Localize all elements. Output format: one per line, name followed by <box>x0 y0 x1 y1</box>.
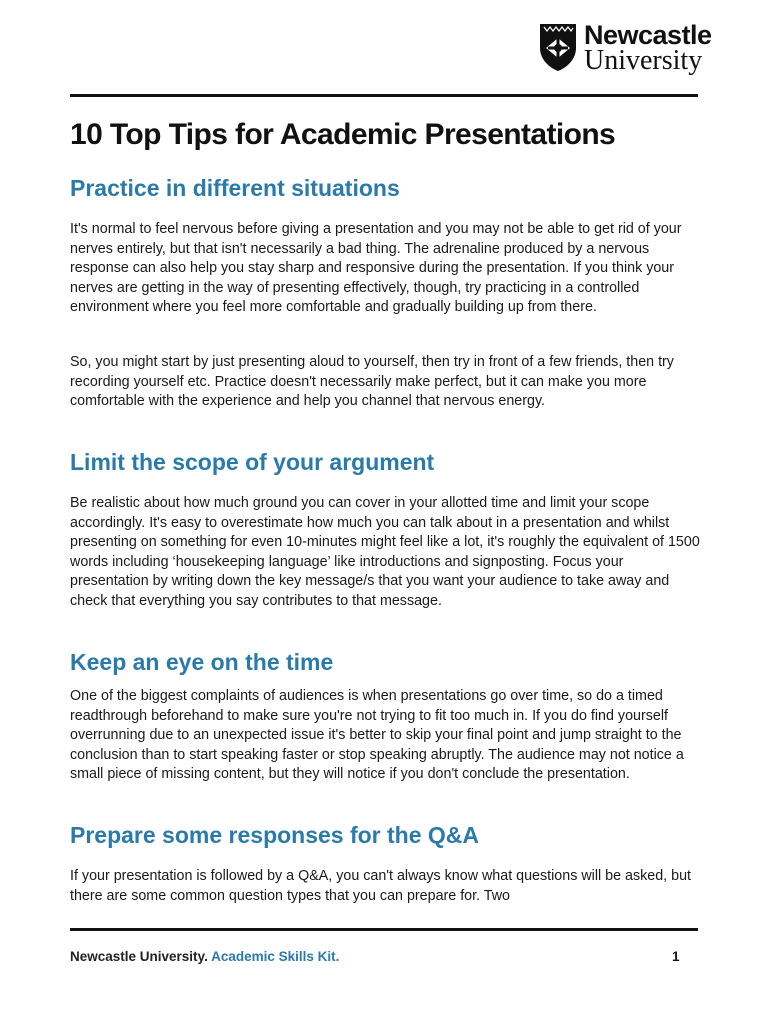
logo-wordmark-line1: Newcastle <box>584 20 712 50</box>
section-paragraph: If your presentation is followed by a Q&A, you can't always know what questions will be asked, but there are some common question types that you can prepare for. Two <box>70 868 692 904</box>
section-heading-scope: Limit the scope of your argument <box>70 449 435 475</box>
newcastle-university-logo <box>538 20 738 76</box>
section-paragraph: It's normal to feel nervous before giving a presentation and you may not be able to get rid of your nerves entirely, but that isn't necessarily a bad thing. The adrenaline produced by a nervous response can also help you stay sharp and responsive during the presentation. If you think your nerves are getting in the way of presenting effectively, though, try practicing in a controlled environment where you feel more comfortable and gradually building up from there. <box>70 221 682 316</box>
section-paragraph: One of the biggest complaints of audiences is when presentations go over time, so do a timed readthrough beforehand to make sure you're not trying to fit too much in. If you do find yourself overrunning due to an unexpected issue it's better to skip your final point and jump straight to the conclusion than to start speaking faster or stop speaking abruptly. The audience may not notice a small piece of missing content, but they will notice if you don't conclude the presentation. <box>70 688 684 783</box>
section-paragraph: So, you might start by just presenting aloud to yourself, then try in front of a few friends, then try recording yourself etc. Practice doesn't necessarily make perfect, but it can make you more comfortable with the experience and help you channel that nervous energy. <box>70 354 674 410</box>
section-paragraph: Be realistic about how much ground you can cover in your allotted time and limit your scope accordingly. It's easy to overestimate how much you can talk about in a presentation and whilst presenting on something for even 10-minutes might feel like a lot, it's roughly the equivalent of 1500 words including ‘housekeeping language’ like introductions and signposting. Focus your presentation by writing down the key message/s that you want your audience to take away and check that everything you say contributes to that message. <box>70 495 700 609</box>
footer-kit-name: Academic Skills Kit. <box>211 949 340 964</box>
footer-divider <box>70 928 698 931</box>
logo-wordmark-line2: University <box>584 45 703 76</box>
footer-credit <box>70 949 339 964</box>
page-number: 1 <box>672 949 680 964</box>
header-divider <box>70 94 698 97</box>
section-heading-qa: Prepare some responses for the Q&A <box>70 822 480 848</box>
university-crest-icon <box>538 22 578 72</box>
section-heading-time: Keep an eye on the time <box>70 649 334 675</box>
section-heading-practice: Practice in different situations <box>70 175 400 201</box>
footer-institution: Newcastle University. <box>70 949 208 964</box>
page-title: 10 Top Tips for Academic Presentations <box>70 118 616 151</box>
